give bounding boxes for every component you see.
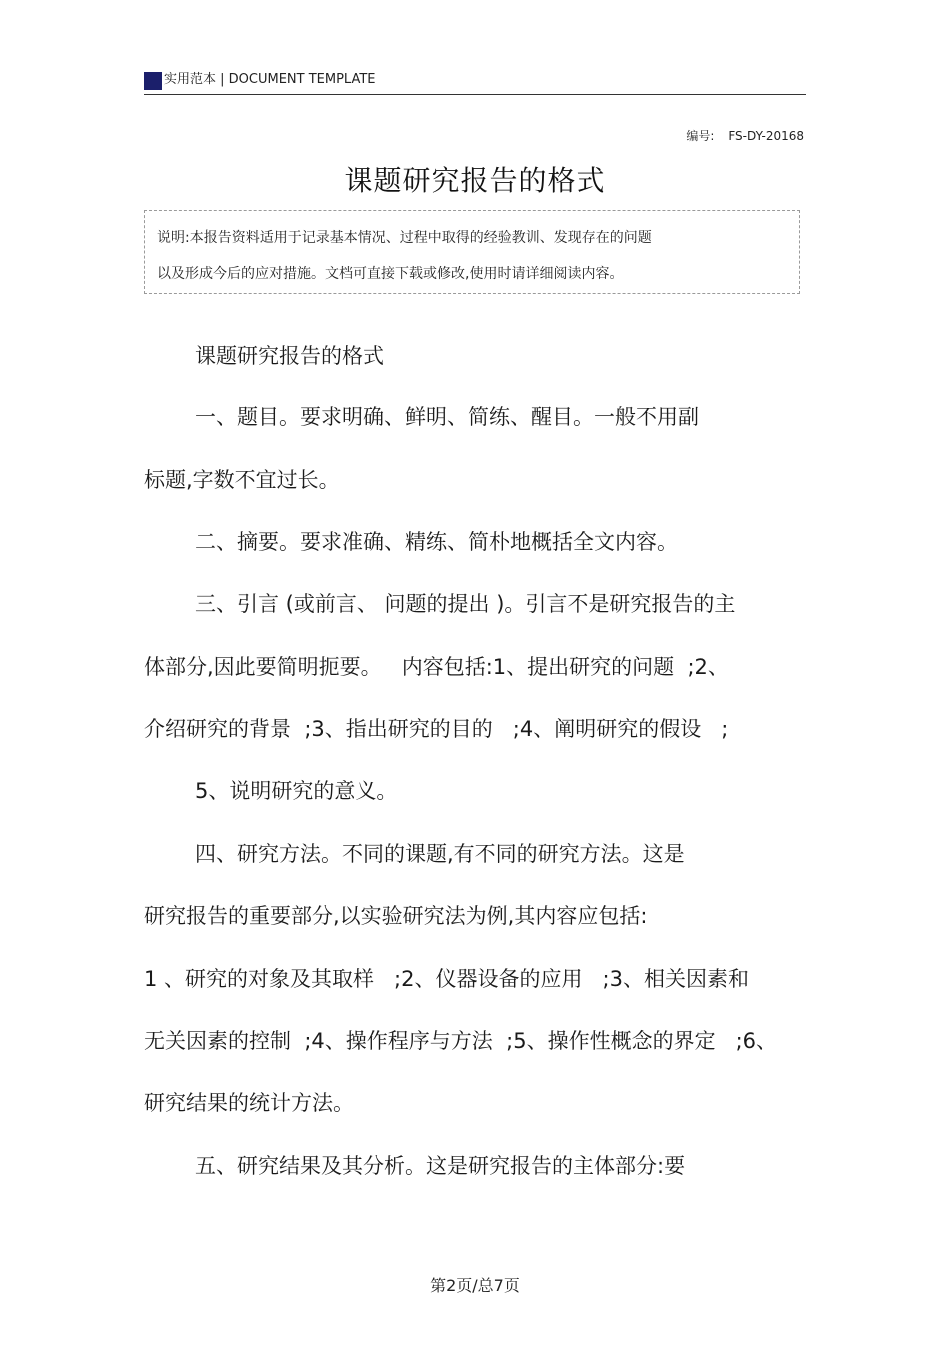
body-line: 三、引言 (或前言、 问题的提出 )。引言不是研究报告的主 xyxy=(195,592,736,616)
body-line: 五、研究结果及其分析。这是研究报告的主体部分:要 xyxy=(195,1154,686,1178)
body-line: 5、说明研究的意义。 xyxy=(195,779,398,803)
body-line: 研究结果的统计方法。 xyxy=(144,1091,354,1115)
body-line: 无关因素的控制 ;4、操作程序与方法 ;5、操作性概念的界定 ;6、 xyxy=(144,1029,778,1053)
body-line: 一、题目。要求明确、鲜明、简练、醒目。一般不用副 xyxy=(195,405,699,429)
notice-box xyxy=(144,210,800,294)
document-title: 课题研究报告的格式 xyxy=(344,164,606,197)
body-line: 研究报告的重要部分,以实验研究法为例,其内容应包括: xyxy=(144,904,648,928)
document-number xyxy=(686,127,804,144)
page-header xyxy=(144,70,806,95)
body-line: 四、研究方法。不同的课题,有不同的研究方法。这是 xyxy=(195,842,685,866)
header-title: 实用范本 | DOCUMENT TEMPLATE xyxy=(164,72,376,87)
document-number-value: FS-DY-20168 xyxy=(728,129,804,143)
header-logo-square xyxy=(144,72,162,90)
page-number: 第2页/总7页 xyxy=(430,1276,520,1295)
body-line: 体部分,因此要简明扼要。 内容包括:1、提出研究的问题 ;2、 xyxy=(144,655,729,679)
body-line: 标题,字数不宜过长。 xyxy=(144,468,340,492)
body-line: 课题研究报告的格式 xyxy=(195,344,384,368)
body-line: 介绍研究的背景 ;3、指出研究的目的 ;4、阐明研究的假设 ; xyxy=(144,717,729,741)
body-line: 1 、研究的对象及其取样 ;2、仪器设备的应用 ;3、相关因素和 xyxy=(144,967,749,991)
document-number-label: 编号: xyxy=(686,129,715,143)
notice-line-1: 说明:本报告资料适用于记录基本情况、过程中取得的经验教训、发现存在的问题 xyxy=(157,230,652,246)
body-line: 二、摘要。要求准确、精练、简朴地概括全文内容。 xyxy=(195,530,678,554)
notice-line-2: 以及形成今后的应对措施。文档可直接下载或修改,使用时请详细阅读内容。 xyxy=(157,266,624,282)
